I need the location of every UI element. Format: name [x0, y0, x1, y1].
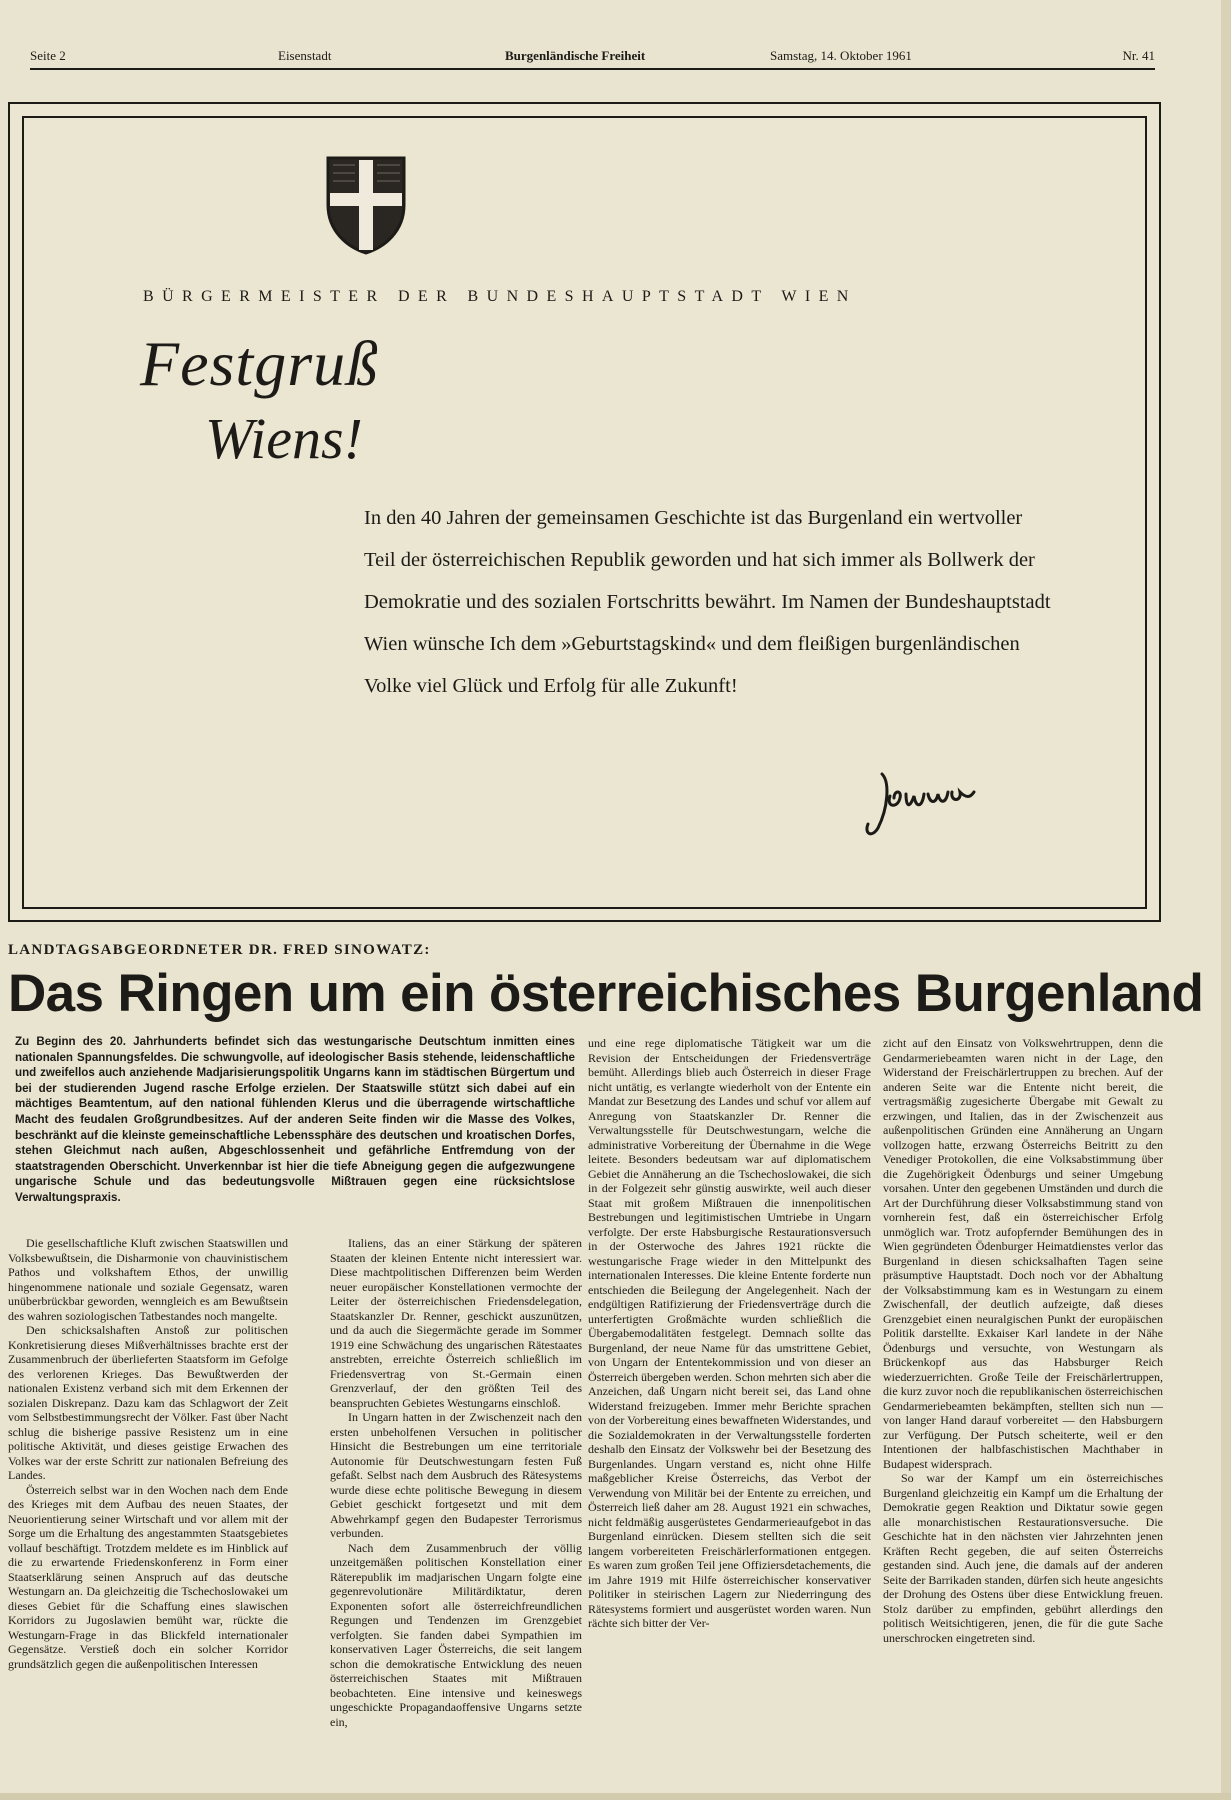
article-byline: LANDTAGSABGEORDNETER DR. FRED SINOWATZ:	[8, 942, 431, 958]
page-number: Seite 2	[30, 48, 66, 63]
scan-edge	[1221, 0, 1231, 1800]
issue-date: Samstag, 14. Oktober 1961	[770, 48, 912, 63]
paragraph: Nach dem Zusammenbruch der völlig unzeitgemäßen politischen Konstellation einer Räterepublik im madjarischen Ungarn folgte eine gegenrevolutionäre Militärdiktatur, deren Exponenten sofort alle österreichfreundlichen Regungen und Tendenzen im Grenzgebiet verfolgten. Sie fanden dabei Sympathien im konservativen Lager Österreichs, die seit langem schon die demokratische Entwicklung des neuen österreichischen Staates mit Mißtrauen beobachteten. Eine intensive und keineswegs ungeschickte Propagandaoffensive Ungarns setzte ein,	[330, 1540, 582, 1729]
newspaper-name: Burgenländische Freiheit	[505, 48, 646, 63]
paragraph: In Ungarn hatten in der Zwischenzeit nach den ersten unbeholfenen Versuchen in politischer Hinsicht die Bestrebungen um eine territoriale Autonomie für Deutschwestungarn festen Fuß gefaßt. Selbst nach dem Ausbruch des Rätesystems wurde diese echte politische Bewegung in diesem Gebiet geschickt fortgesetzt und mit dem Abwehrkampf gegen den Budapester Terrorismus verbunden.	[330, 1410, 582, 1540]
article-lead: Zu Beginn des 20. Jahrhunderts befindet sich das westungarische Deutschtum inmitten eines nationalen Spannungsfeldes. Die schwungvolle, auf ideologischer Basis stehende, leidenschaftliche und zweifellos auch anziehende Madjarisierungspolitik Ungarns kann im städtischen Bürgertum und bei der studierenden Jugend rasche Erfolge erzielen. Der Staatswille stützt sich dabei auf ein mächtiges Beamtentum, auf den national fühlenden Klerus und die überragende wirtschaftliche Macht des feudalen Großgrundbesitzes. Auf der anderen Seite finden wir die Masse des Volkes, beschränkt auf die kleinste gemeinschaftliche Lebenssphäre des deutschen und kroatischen Dorfes, stehen Gleichmut nach außen, Abgeschlossenheit und gefährliche Entfremdung von der staatstragenden Oberschicht. Unverkennbar ist hier die tiefe Abneigung gegen die aufgezwungene ungarische Schule und das bedeutungsvolle Mißtrauen gegen eine rücksichtslose Verwaltungspraxis.	[15, 1035, 575, 1204]
article-column-2	[330, 1236, 582, 1796]
paragraph: Italiens, das an einer Stärkung der späteren Staaten der kleinen Entente nicht interessiert war. Diese machtpolitischen Differenzen beim Werden neuer europäischer Konstellationen vermochte der Leiter der österreichischen Friedensdelegation, Staatskanzler Dr. Renner, geschickt auszunützen, und da auch die Siegermächte gerade im Sommer 1919 eine Schwächung des ungarischen Rätestaates anstrebten, erreichte Österreich schließlich im Friedensvertrag von St.-Germain einen Grenzverlauf, der den größten Teil des beanspruchten Gebietes Westungarns einschloß.	[330, 1236, 582, 1410]
paragraph: Österreich selbst war in den Wochen nach dem Ende des Krieges mit dem Aufbau des neuen Staates, der Neuorientierung seiner Wirtschaft und vor allem mit der Sorge um die Erhaltung des angestammten Staatsgebietes vollauf beschäftigt. Trotzdem meldete es im Hinblick auf die zu erwartende Friedenskonferenz in Form einer Staatserklärung seinen Anspruch auf das deutsche Westungarn an. Da gleichzeitig die Tschechoslowakei um dieses Gebiet für die Schaffung eines slawischen Korridors zu Jugoslawien bemüht war, rückte die Westungarn-Frage in das Blickfeld internationaler Gegensätze. Verstieß doch ein solcher Korridor grundsätzlich gegen die außenpolitischen Interessen	[8, 1482, 288, 1671]
dateline-place: Eisenstadt	[278, 48, 332, 63]
paragraph: Den schicksalshaften Anstoß zur politischen Konkretisierung dieses Mißverhältnisses brachte erst der Zusammenbruch der überlieferten Staatsform im Gefolge des verlorenen Krieges. Das Bewußtwerden der nationalen Existenz verband sich mit dem Erkennen der sozialen Diskrepanz. Dazu kam das Schlagwort der Zeit vom Selbstbestimmungsrecht der Völker. Fast über Nacht schlug die bisherige passive Resistenz um in eine politische Aktivität, und dieses geistige Erwachen des Volkes war der erste Schritt zur nationalen Befreiung des Landes.	[8, 1323, 288, 1482]
mayor-of-vienna-eyebrow: BÜRGERMEISTER DER BUNDESHAUPTSTADT WIEN	[143, 288, 857, 305]
signature-jonas-icon	[860, 768, 980, 840]
vienna-coat-of-arms-icon	[325, 155, 407, 255]
header-rule	[30, 68, 1155, 70]
page-bottom-edge	[0, 1793, 1231, 1800]
paragraph: und eine rege diplomatische Tätigkeit war um die Revision der Entscheidungen der Friedensverträge bemüht. Allerdings blieb auch Österreich in dieser Frage nicht untätig, es verlangte wiederholt von der Entente ein Mandat zur Besetzung des Landes und schuf vor allem auf Anregung von Staatskanzler Dr. Renner die Verwaltungsstelle für Deutschwestungarn, welche die administrative Vorbereitung der Übernahme in die Wege leitete. Besonders bedeutsam war auf diplomatischem Gebiet die Annäherung an die Tschechoslowakei, die sich in der Folgezeit sehr günstig auswirkte, weil auch dieser Staat mit großem Mißtrauen die innenpolitischen Bestrebungen und legitimistischen Umtriebe in Ungarn verfolgte. Der erste Habsburgische Restaurationsversuch in der Osterwoche des Jahres 1921 rückte die westungarische Frage wieder in den Mittelpunkt des internationalen Interesses. Die kleine Entente forderte nun entschieden die Beilegung der Angelegenheit. Nach der endgültigen Ratifizierung der Friedensverträge durch die unterfertigten Großmächte wurden schließlich die Übergabemodalitäten festgelegt. Demnach sollte das Burgenland, der neue Name für das umstrittene Gebiet, von Ungarn der Ententekommission und von dieser an Österreich übergeben werden. Schon mehrten sich aber die Anzeichen, daß Ungarn nicht bereit sei, das Land ohne Widerstand freizugeben. Immer mehr Berichte sprachen von der Vorbereitung eines bewaffneten Widerstandes, und die Sozialdemokraten in der Verwaltungsstelle forderten deshalb den Einsatz der Volkswehr bei der Besetzung des Burgenlandes. Ungarn verstand es, nicht ohne Hilfe maßgeblicher Kreise Österreichs, das Verbot der Verwendung von Militär bei der Entente zu erreichen, und Österreich ließ daher am 28. August 1921 ein schwaches, nicht feldmäßig ausgerüstetes Gendarmerieaufgebot in das Burgenland einrücken. Diesem stellten sich die seit langem vorbereiteten Freischärlerformationen entgegen. Es waren zum großen Teil jene Offiziersdetachements, die im Jahre 1919 mit Hilfe österreichischer konservativer Politiker in steirischen Lagern zur Niederringung des Rätesystems formiert und ausgerüstet worden waren. Nun rächte sich bitter der Ver-	[588, 1036, 871, 1630]
greeting-headline-line2: Wiens!	[205, 406, 363, 471]
issue-number: Nr. 41	[1122, 48, 1155, 63]
greeting-body: In den 40 Jahren der gemeinsamen Geschichte ist das Burgenland ein wertvoller Teil der österreichischen Republik geworden und hat sich immer als Bollwerk der Demokratie und des sozialen Fortschritts bewährt. Im Namen der Bundeshauptstadt Wien wünsche Ich dem »Geburtstagskind« und dem fleißigen burgenländischen Volke viel Glück und Erfolg für alle Zukunft!	[364, 507, 1051, 697]
article-column-4	[883, 1036, 1163, 1791]
greeting-headline-line1: Festgruß	[140, 328, 380, 399]
article-headline: Das Ringen um ein österreichisches Burgenland	[8, 964, 1204, 1023]
article-column-3	[588, 1036, 871, 1791]
paragraph: Die gesellschaftliche Kluft zwischen Staatswillen und Volksbewußtsein, die Disharmonie von chauvinistischem Pathos und volkshaftem Ethos, der unwillig hingenommene nationale und soziale Gegensatz, waren unüberbrückbar geworden, wenngleich es am Bewußtsein des wahren soziologischen Tatbestandes noch mangelte.	[8, 1236, 288, 1323]
paragraph: zicht auf den Einsatz von Volkswehrtruppen, denn die Gendarmeriebeamten waren nicht in der Lage, den Widerstand der Freischärlertruppen zu brechen. Auf der anderen Seite war die Entente nicht bereit, die vertragsmäßig zugesicherte Übergabe mit Gewalt zu erzwingen, und Italien, das in der Zwischenzeit aus außenpolitischen Gründen eine Annäherung an Ungarn vollzogen hatte, erzwang Österreichs Beitritt zu den Venediger Protokollen, die eine Volksabstimmung über die Zugehörigkeit Ödenburgs und seiner Umgebung vorsahen. Unter den gegebenen Umständen und durch die Art der Durchführung dieser Volksabstimmung stand von vornherein fest, daß ein österreichischer Erfolg unmöglich war. Trotz aufopfernder Bemühungen des in Wien gegründeten Ödenburger Heimatdienstes verlor das Burgenland in diesen schicksalhaften Tagen seine präsumptive Hauptstadt. Doch noch vor der Abhaltung der Volksabstimmung kam es in Westungarn zu einem Zwischenfall, der deutlich aufzeigte, daß dieses Grenzgebiet einen neuralgischen Punkt der europäischen Politik darstellte. Exkaiser Karl landete in der Nähe Ödenburgs und versuchte, von Westungarn als Brückenkopf aus das Habsburger Reich wiederzuerrichten. Große Teile der Freischärlertruppen, die kurz zuvor noch die republikanischen österreichischen Gendarmeriebeamten bekämpften, stellten sich nun — von langer Hand darauf vorbereitet — den Habsburgern zur Verfügung. Der Putsch scheiterte, weil er den Intentionen der halbfaschistischen Machthaber in Budapest widersprach.	[883, 1036, 1163, 1471]
paragraph: So war der Kampf um ein österreichisches Burgenland gleichzeitig ein Kampf um die Erhaltung der Demokratie gegen Reaktion und Diktatur sowie gegen alle monarchistischen Restaurationsversuche. Die Geschichte hat in den nächsten vier Jahrzehnten jenen Kräften Recht gegeben, die auf seiten Österreichs gestanden sind. Auch jene, die damals auf der anderen Seite der Barrikaden standen, dürfen sich heute angesichts der Drohung des Ostens über diese Entwicklung freuen. Stolz darüber zu empfinden, gebührt allerdings den politisch Weitsichtigeren, jenen, die für die gute Sache unerschrocken eingetreten sind.	[883, 1471, 1163, 1645]
running-header	[30, 46, 1155, 66]
article-column-1	[8, 1236, 288, 1796]
